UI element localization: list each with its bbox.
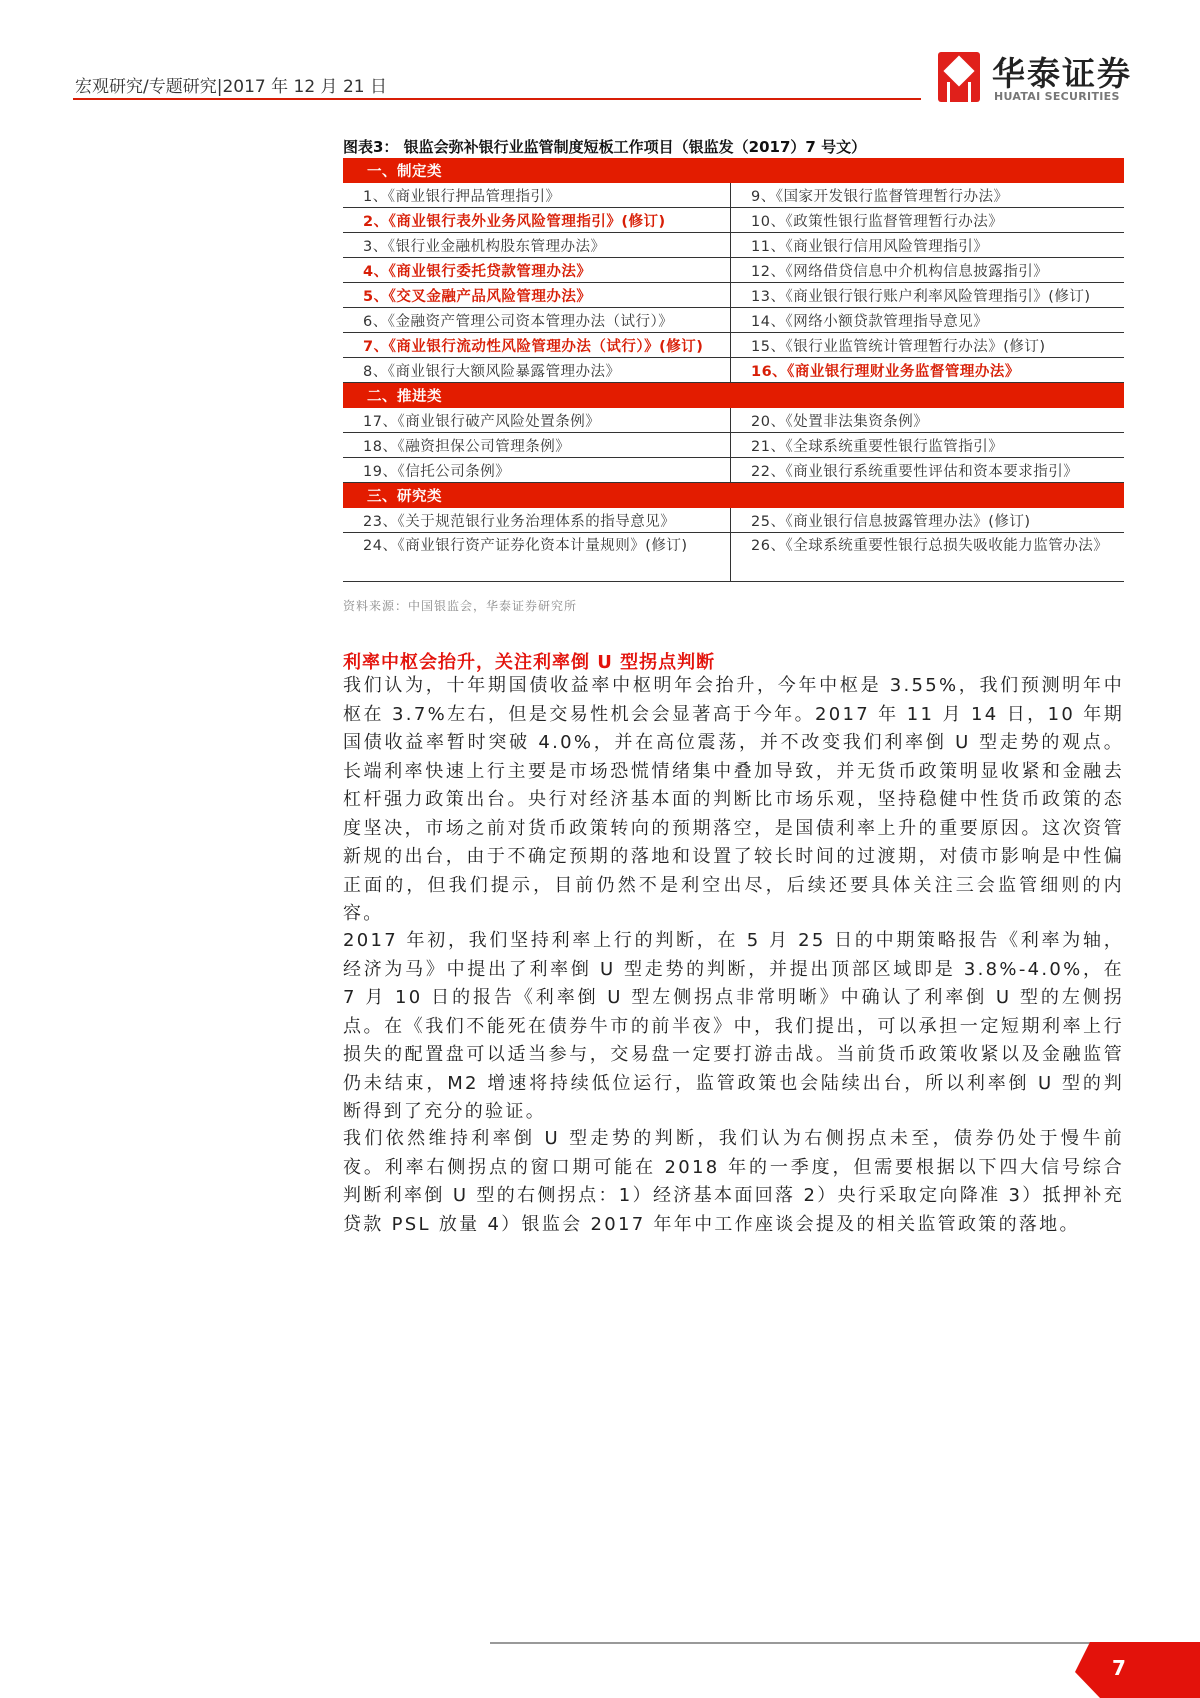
table-cell: 11、《商业银行信用风险管理指引》 <box>731 233 1125 258</box>
section-heading: 利率中枢会抬升，关注利率倒 U 型拐点判断 <box>343 652 716 673</box>
figure-source: 资料来源：中国银监会，华泰证券研究所 <box>343 599 578 613</box>
table-cell: 17、《商业银行破产风险处置条例》 <box>343 408 731 433</box>
table-cell: 25、《商业银行信息披露管理办法》(修订) <box>731 508 1125 533</box>
table-row <box>343 183 1124 208</box>
table-cell: 20、《处置非法集资条例》 <box>731 408 1125 433</box>
table-row <box>343 458 1124 483</box>
table-cell: 16、《商业银行理财业务监督管理办法》 <box>731 358 1125 383</box>
figure-title: 图表3： 银监会弥补银行业监管制度短板工作项目（银监发（2017）7 号文） <box>343 138 867 156</box>
table-row <box>343 508 1124 533</box>
table-section-header <box>343 158 1124 183</box>
table-section-header <box>343 383 1124 409</box>
page-number-tab <box>1075 1642 1200 1698</box>
table-cell: 5、《交叉金融产品风险管理办法》 <box>343 283 731 308</box>
table-row <box>343 208 1124 233</box>
logo-mark-icon <box>938 52 980 102</box>
table-cell: 24、《商业银行资产证券化资本计量规则》(修订) <box>343 533 731 582</box>
table-row <box>343 533 1124 582</box>
table-cell: 26、《全球系统重要性银行总损失吸收能力监管办法》 <box>731 533 1125 582</box>
section-title: 三、研究类 <box>343 483 1124 509</box>
table-cell: 13、《商业银行银行账户利率风险管理指引》(修订) <box>731 283 1125 308</box>
header-breadcrumb: 宏观研究/专题研究|2017 年 12 月 21 日 <box>75 77 388 97</box>
table-row <box>343 358 1124 383</box>
table-cell: 6、《金融资产管理公司资本管理办法（试行）》 <box>343 308 731 333</box>
page-number: 7 <box>1112 1656 1126 1680</box>
table-cell: 12、《网络借贷信息中介机构信息披露指引》 <box>731 258 1125 283</box>
regulation-table <box>343 158 1124 582</box>
table-section-header <box>343 483 1124 509</box>
header-divider <box>73 98 921 100</box>
table-cell: 14、《网络小额贷款管理指导意见》 <box>731 308 1125 333</box>
table-cell: 2、《商业银行表外业务风险管理指引》(修订) <box>343 208 731 233</box>
table-cell: 19、《信托公司条例》 <box>343 458 731 483</box>
paragraph-2: 2017 年初，我们坚持利率上行的判断，在 5 月 25 日的中期策略报告《利率为轴，经济为马》中提出了利率倒 U 型走势的判断，并提出顶部区域即是 3.8%-4.0%，在 7 月 10 日的报告《利率倒 U 型左侧拐点非常明晰》中确认了利率倒 U 型的左侧拐点。在《我们不能死在债券牛市的前半夜》中，我们提出，可以承担一定短期利率上行损失的配置盘可以适当参与，交易盘一定要打游击战。当前货币政策收紧以及金融监管仍未结束，M2 增速将持续低位运行，监管政策也会陆续出台，所以利率倒 U 型的判断得到了充分的验证。 <box>343 930 1124 1122</box>
table-cell: 22、《商业银行系统重要性评估和资本要求指引》 <box>731 458 1125 483</box>
section-title: 一、制定类 <box>343 158 1124 183</box>
paragraph-3: 我们依然维持利率倒 U 型走势的判断，我们认为右侧拐点未至，债券仍处于慢牛前夜。利率右侧拐点的窗口期可能在 2018 年的一季度，但需要根据以下四大信号综合判断利率倒 U 型的右侧拐点：1）经济基本面回落 2）央行采取定向降准 3）抵押补充贷款 PSL 放量 4）银监会 2017 年年中工作座谈会提及的相关监管政策的落地。 <box>343 1128 1124 1235</box>
table-cell: 7、《商业银行流动性风险管理办法（试行）》(修订) <box>343 333 731 358</box>
table-row <box>343 308 1124 333</box>
table-cell: 8、《商业银行大额风险暴露管理办法》 <box>343 358 731 383</box>
paragraph-1: 我们认为，十年期国债收益率中枢明年会抬升，今年中枢是 3.55%，我们预测明年中枢在 3.7%左右，但是交易性机会会显著高于今年。2017 年 11 月 14 日，10 年期国债收益率暂时突破 4.0%，并在高位震荡，并不改变我们利率倒 U 型走势的观点。长端利率快速上行主要是市场恐慌情绪集中叠加导致，并无货币政策明显收紧和金融去杠杆强力政策出台。央行对经济基本面的判断比市场乐观，坚持稳健中性货币政策的态度坚决，市场之前对货币政策转向的预期落空，是国债利率上升的重要原因。这次资管新规的出台，由于不确定预期的落地和设置了较长时间的过渡期，对债市影响是中性偏正面的，但我们提示，目前仍然不是利空出尽，后续还要具体关注三会监管细则的内容。 <box>343 675 1124 924</box>
section-title: 二、推进类 <box>343 383 1124 409</box>
table-cell: 9、《国家开发银行监督管理暂行办法》 <box>731 183 1125 208</box>
table-row <box>343 258 1124 283</box>
table-cell: 21、《全球系统重要性银行监管指引》 <box>731 433 1125 458</box>
table-row <box>343 408 1124 433</box>
huatai-logo <box>938 52 1138 106</box>
table-row <box>343 433 1124 458</box>
table-cell: 10、《政策性银行监督管理暂行办法》 <box>731 208 1125 233</box>
table-cell: 15、《银行业监管统计管理暂行办法》(修订) <box>731 333 1125 358</box>
table-cell: 3、《银行业金融机构股东管理办法》 <box>343 233 731 258</box>
logo-en-text: HUATAI SECURITIES <box>994 90 1120 103</box>
table-cell: 18、《融资担保公司管理条例》 <box>343 433 731 458</box>
footer-divider <box>490 1642 1090 1644</box>
table-cell: 1、《商业银行押品管理指引》 <box>343 183 731 208</box>
table-cell: 23、《关于规范银行业务治理体系的指导意见》 <box>343 508 731 533</box>
table-row <box>343 233 1124 258</box>
table-cell: 4、《商业银行委托贷款管理办法》 <box>343 258 731 283</box>
logo-cn-text: 华泰证券 <box>992 54 1132 93</box>
table-row <box>343 333 1124 358</box>
table-row <box>343 283 1124 308</box>
